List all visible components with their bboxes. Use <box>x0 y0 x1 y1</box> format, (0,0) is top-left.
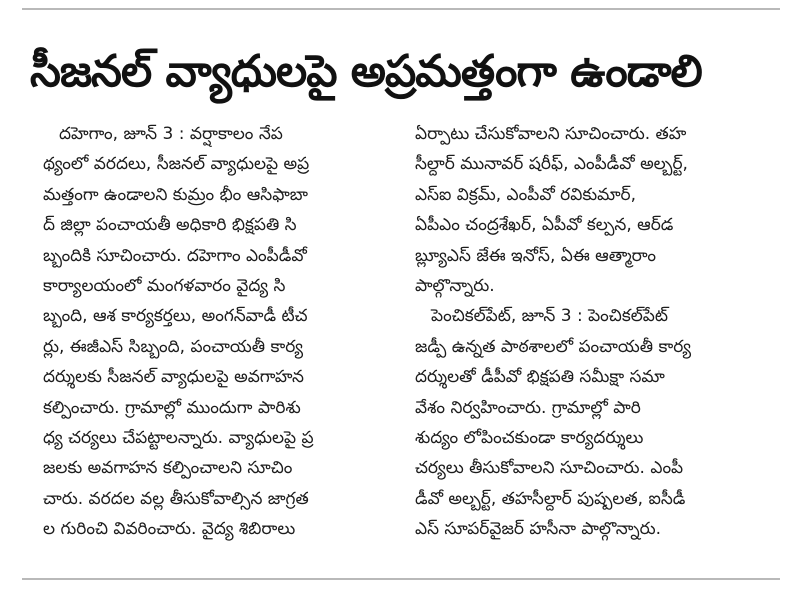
text-line: ఎస్ఐ విక్రమ్, ఎంపీవో రవికుమార్, <box>415 184 637 205</box>
text-line: బ్బంది, ఆశ కార్యకర్తలు, అంగన్‌వాడీ టీచ <box>43 306 308 327</box>
headline: సీజనల్ వ్యాధులపై అప్రమత్తంగా ఉండాలి <box>30 46 702 97</box>
text-line: దర్శులతో డీపీవో భిక్షపతి సమీక్షా సమా <box>415 367 665 388</box>
text-line: దర్శులకు సీజనల్ వ్యాధులపై అవగాహన <box>43 367 304 388</box>
text-line: పెంచికల్‌పేట్, జూన్ 3 : పెంచికల్‌పేట్ <box>431 306 668 327</box>
text-line: బ్బందికి సూచించారు. దహెగాం ఎంపీడీవో <box>43 245 307 266</box>
text-line: సీల్దార్ మునావర్ షరీఫ్, ఎంపీడీవో అల్బర్ట్, <box>415 154 688 175</box>
text-line: మత్తంగా ఉండాలని కుమ్రం భీం ఆసిఫాబా <box>43 184 308 205</box>
text-line: ఏపీఎం చంద్రశేఖర్, ఏపీవో కల్పన, ఆర్‌డ <box>415 215 674 236</box>
text-line: పాల్గొన్నారు. <box>415 275 495 296</box>
text-line: ధ్య చర్యలు చేపట్టాలన్నారు. వ్యాధులపై ప్ర <box>43 427 314 448</box>
text-line: చారు. వరదల వల్ల తీసుకోవాల్సిన జాగ్రత <box>43 488 309 509</box>
text-line: ర్లు, ఈజీఎస్ సిబ్బంది, పంచాయతీ కార్య <box>43 336 304 357</box>
text-line: ద్ జిల్లా పంచాయతీ అధికారి భిక్షపతి సి <box>43 215 297 236</box>
text-line: వేశం నిర్వహించారు. గ్రామాల్లో పారి <box>415 397 641 418</box>
article-column-left <box>43 119 403 544</box>
text-line: కార్యాలయంలో మంగళవారం వైద్య సి <box>43 275 286 296</box>
text-line: శుద్యం లోపించకుండా కార్యదర్శులు <box>415 427 644 448</box>
text-line: ఏర్పాటు చేసుకోవాలని సూచించారు. తహ <box>415 124 687 144</box>
text-line: డీవో అల్బర్ట్, తహసీల్దార్ పుష్పలత, ఐసీడీ <box>415 488 686 509</box>
text-line: చర్యలు తీసుకోవాలని సూచించారు. ఎంపీ <box>415 458 684 479</box>
text-line: ల గురించి వివరించారు. వైద్య శిబిరాలు <box>43 519 296 540</box>
top-divider <box>22 8 780 10</box>
text-line: బ్ల్యూఎస్ జేఈ ఇనోస్, ఏఈ ఆత్మారాం <box>415 245 656 266</box>
text-line: ఎస్ సూపర్‌వైజర్ హసీనా పాల్గొన్నారు. <box>415 519 661 540</box>
text-line: థ్యంలో వరదలు, సీజనల్ వ్యాధులపై అప్ర <box>43 154 310 175</box>
bottom-divider <box>22 578 780 580</box>
text-line: కల్పించారు. గ్రామాల్లో ముందుగా పారిశు <box>43 397 301 418</box>
text-line: జలకు అవగాహన కల్పించాలని సూచిం <box>43 458 293 479</box>
text-line: దహెగాం, జూన్ 3 : వర్షాకాలం నేప <box>59 124 283 144</box>
text-line: జడ్పీ ఉన్నత పాఠశాలలో పంచాయతీ కార్య <box>415 336 692 357</box>
article-column-right <box>415 119 775 544</box>
